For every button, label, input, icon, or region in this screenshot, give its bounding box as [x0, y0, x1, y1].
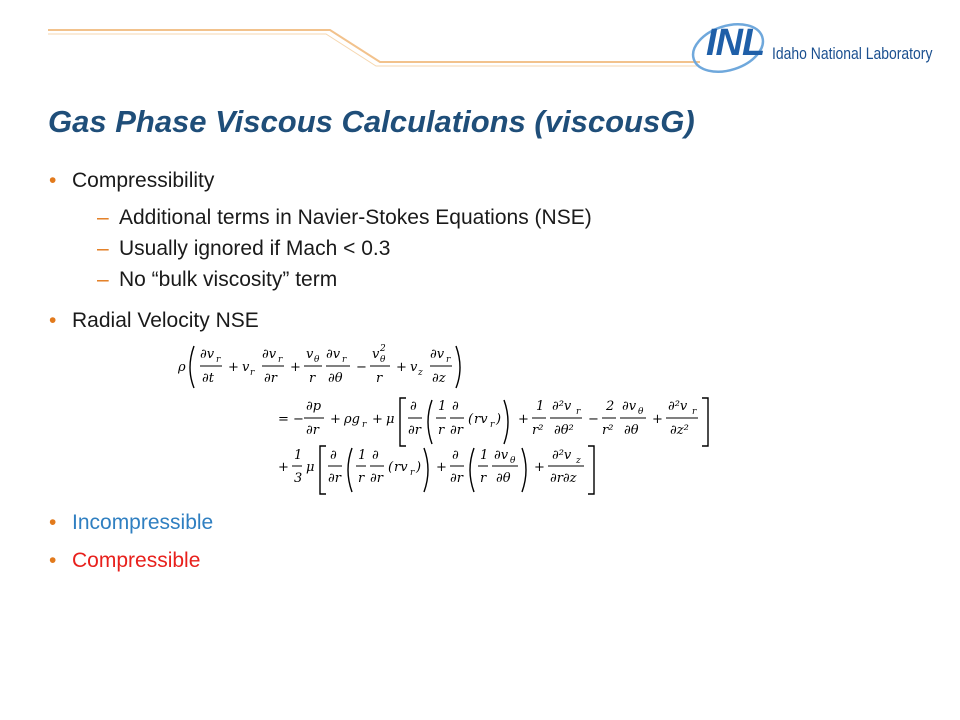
svg-text:∂r: ∂r	[450, 423, 463, 438]
svg-text:r: r	[692, 407, 697, 417]
svg-text:ρ: ρ	[178, 360, 186, 375]
sub-bullet-item	[97, 237, 391, 261]
svg-text:+: +	[436, 460, 447, 475]
dash-icon: –	[97, 237, 109, 260]
svg-text:θ: θ	[314, 355, 320, 365]
radial-velocity-equation	[178, 338, 718, 498]
svg-text:v: v	[306, 347, 314, 362]
svg-text:1: 1	[438, 399, 447, 414]
svg-text:∂θ: ∂θ	[496, 471, 511, 486]
svg-text:∂v: ∂v	[622, 399, 637, 414]
svg-text:∂r∂z: ∂r∂z	[550, 471, 577, 486]
svg-text:∂θ²: ∂θ²	[554, 423, 574, 438]
svg-text:r: r	[250, 368, 255, 378]
svg-text:∂r: ∂r	[328, 471, 341, 486]
sub-bullet-item	[97, 268, 338, 292]
svg-text:∂²v: ∂²v	[668, 399, 688, 414]
svg-text:r: r	[438, 423, 445, 438]
svg-text:∂²v: ∂²v	[552, 448, 572, 463]
bullet-item	[49, 549, 201, 573]
sub-bullet-item	[97, 206, 592, 230]
svg-text:+: +	[652, 412, 663, 427]
page-title: Gas Phase Viscous Calculations (viscousG)	[48, 104, 695, 139]
svg-text:r: r	[376, 371, 383, 386]
svg-text:∂v: ∂v	[430, 347, 445, 362]
bullet-dot-icon: •	[49, 511, 57, 534]
svg-text:r: r	[362, 420, 367, 430]
svg-text:ρg: ρg	[344, 412, 360, 427]
svg-text:∂z: ∂z	[432, 371, 446, 386]
svg-text:∂θ: ∂θ	[624, 423, 639, 438]
dash-icon: –	[97, 206, 109, 229]
logo-mark: INL	[706, 22, 765, 64]
bullet-text: Compressibility	[72, 169, 215, 192]
sub-bullet-text: Additional terms in Navier-Stokes Equations (NSE)	[119, 206, 592, 229]
svg-text:v: v	[372, 347, 380, 362]
bullet-item	[49, 169, 215, 193]
inl-logo	[684, 16, 933, 76]
svg-text:θ: θ	[380, 355, 386, 365]
svg-text:∂r: ∂r	[264, 371, 277, 386]
svg-text:1: 1	[480, 448, 489, 463]
bullet-dot-icon: •	[49, 309, 57, 332]
svg-text:+: +	[330, 412, 341, 427]
bullet-text: Radial Velocity NSE	[72, 309, 259, 332]
svg-text:v: v	[242, 360, 250, 375]
svg-text:): )	[416, 460, 422, 475]
svg-text:∂p: ∂p	[306, 399, 322, 414]
svg-text:z: z	[576, 456, 581, 466]
logo-name: Idaho National Laboratory	[772, 44, 933, 63]
svg-text:∂: ∂	[372, 448, 379, 463]
svg-text:∂²v: ∂²v	[552, 399, 572, 414]
svg-text:r: r	[410, 468, 415, 478]
svg-text:= −: = −	[278, 412, 304, 427]
svg-text:∂v: ∂v	[262, 347, 277, 362]
svg-text:∂r: ∂r	[450, 471, 463, 486]
svg-text:−: −	[588, 412, 599, 427]
sub-bullet-text: No “bulk viscosity” term	[119, 268, 338, 291]
svg-text:r: r	[576, 407, 581, 417]
svg-text:μ: μ	[306, 460, 315, 475]
bullet-item	[49, 309, 259, 333]
bullet-text-compressible: Compressible	[72, 549, 201, 572]
sub-bullet-text: Usually ignored if Mach < 0.3	[119, 237, 391, 260]
svg-text:θ: θ	[510, 456, 516, 466]
svg-text:∂r: ∂r	[370, 471, 383, 486]
svg-text:r: r	[309, 371, 316, 386]
bullet-text-incompressible: Incompressible	[72, 511, 214, 534]
svg-text:−: −	[356, 360, 367, 375]
svg-text:2: 2	[606, 399, 615, 414]
svg-text:∂: ∂	[452, 399, 459, 414]
svg-text:v: v	[410, 360, 418, 375]
svg-text:(: (	[468, 412, 474, 427]
svg-text:∂θ: ∂θ	[328, 371, 343, 386]
svg-text:r²: r²	[532, 423, 544, 438]
svg-text:1: 1	[294, 448, 303, 463]
svg-text:r: r	[358, 471, 365, 486]
svg-text:r: r	[490, 420, 495, 430]
svg-text:∂: ∂	[410, 399, 417, 414]
svg-text:∂z²: ∂z²	[670, 423, 689, 438]
svg-text:θ: θ	[638, 407, 644, 417]
svg-text:+: +	[534, 460, 545, 475]
bullet-item	[49, 511, 214, 535]
svg-text:+: +	[396, 360, 407, 375]
svg-text:r: r	[342, 355, 347, 365]
svg-text:r: r	[446, 355, 451, 365]
svg-text:+: +	[290, 360, 301, 375]
svg-text:1: 1	[536, 399, 545, 414]
svg-text:(: (	[388, 460, 394, 475]
svg-text:+: +	[518, 412, 529, 427]
svg-text:r: r	[278, 355, 283, 365]
svg-text:+: +	[278, 460, 289, 475]
svg-text:+: +	[372, 412, 383, 427]
bullet-dot-icon: •	[49, 169, 57, 192]
dash-icon: –	[97, 268, 109, 291]
svg-text:∂t: ∂t	[202, 371, 214, 386]
svg-text:r²: r²	[602, 423, 614, 438]
svg-text:∂v: ∂v	[494, 448, 509, 463]
svg-text:r: r	[216, 355, 221, 365]
svg-text:rv: rv	[394, 460, 408, 475]
svg-text:∂: ∂	[452, 448, 459, 463]
svg-text:r: r	[480, 471, 487, 486]
svg-text:∂v: ∂v	[200, 347, 215, 362]
svg-text:rv: rv	[474, 412, 488, 427]
svg-text:∂: ∂	[330, 448, 337, 463]
svg-text:z: z	[418, 368, 423, 378]
svg-text:1: 1	[358, 448, 367, 463]
svg-text:∂v: ∂v	[326, 347, 341, 362]
svg-text:2: 2	[380, 344, 386, 354]
bullet-dot-icon: •	[49, 549, 57, 572]
svg-text:∂r: ∂r	[306, 423, 319, 438]
svg-text:3: 3	[294, 471, 303, 486]
svg-text:): )	[496, 412, 502, 427]
svg-text:∂r: ∂r	[408, 423, 421, 438]
svg-text:+: +	[228, 360, 239, 375]
svg-text:μ: μ	[386, 412, 395, 427]
